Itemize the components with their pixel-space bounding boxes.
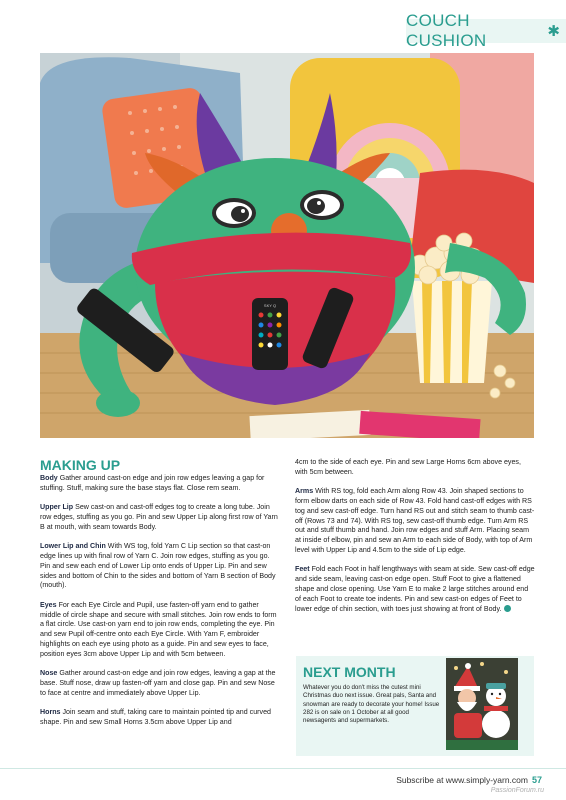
end-of-article-icon [504,605,511,612]
paragraph-text: Gather around cast-on edge and join row edges leaving a gap for stuffing. Stuff, making sure the base stays flat. Close rem seam. [40,474,265,492]
paragraph-text: 4cm to the side of each eye. Pin and sew Large Horns 6cm above eyes, with 5cm between. [295,458,521,476]
next-month-title: NEXT MONTH [303,664,396,680]
star-asterisk-icon: ✱ [547,23,560,40]
paragraph-label: Upper Lip [40,503,74,512]
paragraph-label: Eyes [40,600,57,609]
next-month-text: Whatever you do don't miss the cutest mini Christmas duo next issue. Great pals, Santa and snowman are ready to decorate your home! Issue 282 is on sale on 1 October at all good newsagents and supermarkets. [303,684,440,725]
paragraph-label: Arms [295,487,314,496]
paragraph-label: Lower Lip and Chin [40,542,106,551]
paragraph-text: For each Eye Circle and Pupil, use fasten-off yarn end to gather middle of circle shape and secure with small stitches. Join row ends to form a flat circle. Use cast-on yarn end to join row ends, completing the eye. Pin and sew Pupil off-centre onto each Eye Circle. With Yarn F, embroider highlights on each eye using photo as a guide. Pin and sew eyes to face, position eyes 3cm above Upper Lip and with 5cm between. [40,600,277,658]
paragraph-text: Sew cast-on and cast-off edges tog to create a long tube. Join row edges, stuffing as you go. Pin and sew Upper Lip along first row of Yarn B at mouth, with seam towards Body. [40,503,278,531]
section-header-tab [406,11,566,50]
paragraph-label: Nose [40,669,58,678]
watermark: PassionForum.ru [490,787,544,794]
article-column-left [40,458,280,737]
paragraph-text: Join seam and stuff, taking care to maintain pointed tip and curved shape. Pin and sew Small Horns 3.5cm above Upper Lip and [40,708,271,726]
subscribe-link[interactable]: Subscribe at www.simply-yarn.com [396,775,528,785]
page-footer [396,775,542,785]
paragraph-text: Gather around cast-on edge and join row edges, leaving a gap at the base. Stuff nose, draw up fasten-off yarn and close gap. Pin and sew Nose to face at centre and immediately above Upper Lip. [40,669,276,697]
paragraph-label: Feet [295,565,310,574]
next-month-box [296,656,534,756]
paragraph-horns-cont [295,458,535,478]
paragraph-nose [40,669,280,698]
santa-snowman-illustration [446,658,518,750]
paragraph-label: Horns [40,708,61,717]
footer-divider [0,768,566,769]
making-up-heading: MAKING UP [40,457,121,473]
paragraph-body [40,474,280,494]
next-month-photo [446,658,518,750]
paragraph-label: Body [40,474,58,482]
hero-photo [40,53,534,438]
paragraph-upper-lip [40,503,280,532]
paragraph-horns [40,708,280,728]
paragraph-arms [295,487,535,556]
remote-small-label: SKY Q [263,303,277,308]
paragraph-feet [295,565,535,614]
paragraph-eyes [40,601,280,660]
section-title: COUCH CUSHION [406,11,487,50]
paragraph-text: With WS tog, fold Yarn C Lip section so that cast-on edge lines up with final row of Yarn C. Join row edges, stuffing as you go. Pin and sew each end of Lower Lip onto ends of Upper Lip. Pin and sew sides and bottom of Chin to the sides and bottom of Yarn B section of Body (mouth). [40,542,276,590]
monster-cushion-illustration [40,53,534,438]
paragraph-text: Fold each Foot in half lengthways with seam at side. Sew cast-off edge and side seam, leaving cast-on edge open. Stuff Foot to give a flattened shape and close opening. Use Yarn E to make 2 large stitches around end of each Foot to create toe indents. Pin and sew cast-on edges of Feet to lower edge of chin section, with toes just showing at front of Body. [295,565,535,613]
page-number: 57 [531,775,542,785]
article-column-right [295,458,535,624]
paragraph-text: With RS tog, fold each Arm along Row 43. Join shaped sections to form elbow darts on each side of Row 43. Fold hand cast-off edges with RS tog and sew cast-off edge. Turn hand RS out and stitch seam to thumb cast-off (Rows 73 and 74). With RS tog, sew cast-off thumb edge. Turn Arm RS out and stuff thumb and hand. Join row edges and stuff Arm. Placing seam at inside of elbow, pin and sew an Arm to each side of Body, with top of Arm level with Upper Lip and 4.5cm to the side of Lip edge. [295,487,535,554]
paragraph-lower-lip [40,542,280,591]
